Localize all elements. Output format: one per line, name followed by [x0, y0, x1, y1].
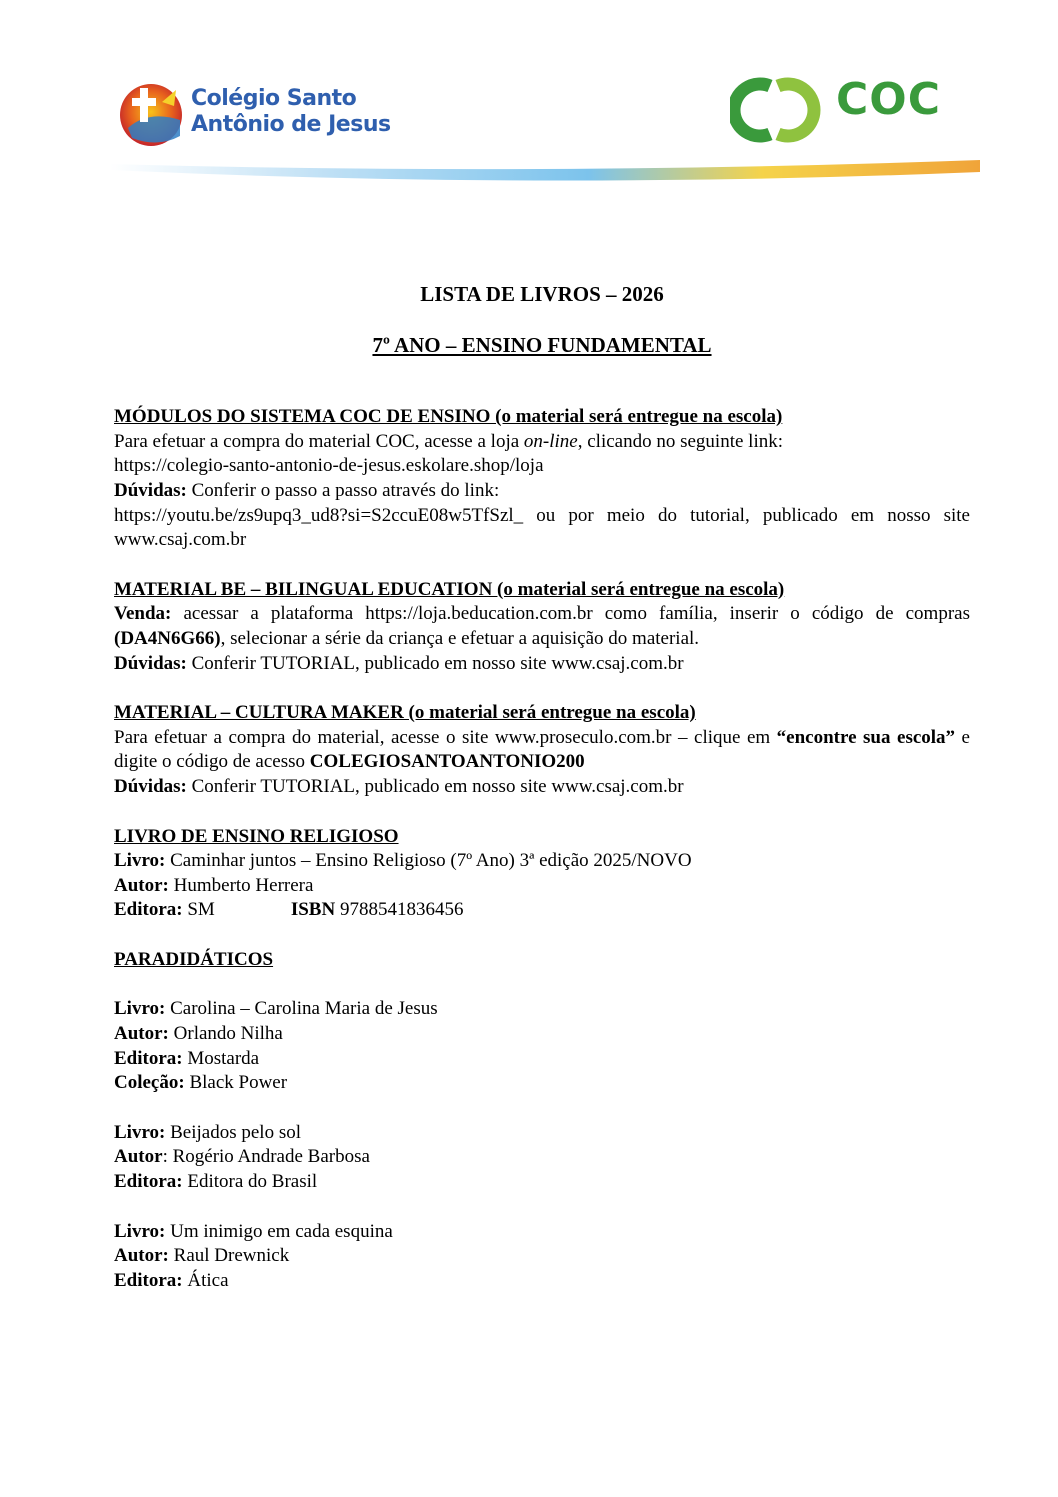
- school-name: [191, 86, 391, 138]
- coc-video-link[interactable]: https://youtu.be/zs9upq3_ud8?si=S2ccuE08w5TfSzl_: [114, 504, 524, 526]
- coc-logo: [730, 72, 960, 147]
- coc-tutorial-text: https://youtu.be/zs9upq3_ud8?si=S2ccuE08w5TfSzl_ ou por meio do tutorial, publicado em nosso site www.csaj.com.br: [114, 504, 970, 551]
- list-item: Livro: Carolina – Carolina Maria de Jesus Autor: Orlando Nilha Editora: Mostarda Coleção: Black Power: [114, 998, 438, 1094]
- document-body: [114, 276, 970, 1293]
- coc-store-link[interactable]: https://colegio-santo-antonio-de-jesus.eskolare.shop/loja: [114, 455, 544, 477]
- section-paradidaticos: [114, 948, 970, 1294]
- list-item: Livro: Um inimigo em cada esquina Autor: Raul Drewnick Editora: Ática: [114, 1220, 393, 1291]
- school-emblem-icon: [118, 80, 188, 150]
- section-be: [114, 578, 970, 676]
- religion-book: Livro: Caminhar juntos – Ensino Religioso (7º Ano) 3ª edição 2025/NOVO: [114, 850, 692, 872]
- religion-publisher: Editora: SM ISBN 9788541836456: [114, 899, 464, 921]
- section-heading: MATERIAL – CULTURA MAKER (o material será entregue na escola): [114, 702, 696, 724]
- section-maker: [114, 701, 970, 799]
- school-name-line2: Antônio de Jesus: [191, 112, 391, 137]
- coc-purchase-text: Para efetuar a compra do material COC, acesse a loja on-line, clicando no seguinte link:: [114, 430, 783, 452]
- be-doubts: Dúvidas: Conferir TUTORIAL, publicado em nosso site www.csaj.com.br: [114, 652, 684, 674]
- page-title: LISTA DE LIVROS – 2026: [420, 282, 664, 306]
- maker-purchase-text: Para efetuar a compra do material, acesse o site www.proseculo.com.br – clique em “encontre sua escola” e digite o código de acesso COLEGIOSANTOANTONIO200: [114, 726, 970, 773]
- section-heading: PARADIDÁTICOS: [114, 948, 274, 970]
- coc-doubts: Dúvidas: Conferir o passo a passo através do link:: [114, 479, 500, 501]
- section-heading: LIVRO DE ENSINO RELIGIOSO: [114, 825, 399, 847]
- school-name-line1: Colégio Santo: [191, 86, 357, 111]
- section-religion: [114, 825, 970, 923]
- school-logo: [118, 80, 438, 150]
- list-item: Livro: Beijados pelo sol Autor: Rogério Andrade Barbosa Editora: Editora do Brasil: [114, 1121, 370, 1193]
- header-swoosh-decoration: [110, 150, 980, 190]
- religion-author: Autor: Humberto Herrera: [114, 874, 314, 896]
- section-heading: MÓDULOS DO SISTEMA COC DE ENSINO (o material será entregue na escola): [114, 406, 783, 428]
- coc-logo-text: COC: [836, 74, 941, 125]
- page-subtitle: 7º ANO – ENSINO FUNDAMENTAL: [372, 332, 712, 357]
- section-heading: MATERIAL BE – BILINGUAL EDUCATION (o material será entregue na escola): [114, 578, 785, 600]
- page-header: [0, 0, 1058, 200]
- be-sale-text: Venda: acessar a plataforma https://loja.beducation.com.br como família, inserir o código de compras (DA4N6G66), selecionar a série da criança e efetuar a aquisição do material.: [114, 603, 970, 649]
- coc-rings-icon: [730, 72, 830, 147]
- section-coc: [114, 405, 970, 553]
- maker-doubts: Dúvidas: Conferir TUTORIAL, publicado em nosso site www.csaj.com.br: [114, 775, 684, 797]
